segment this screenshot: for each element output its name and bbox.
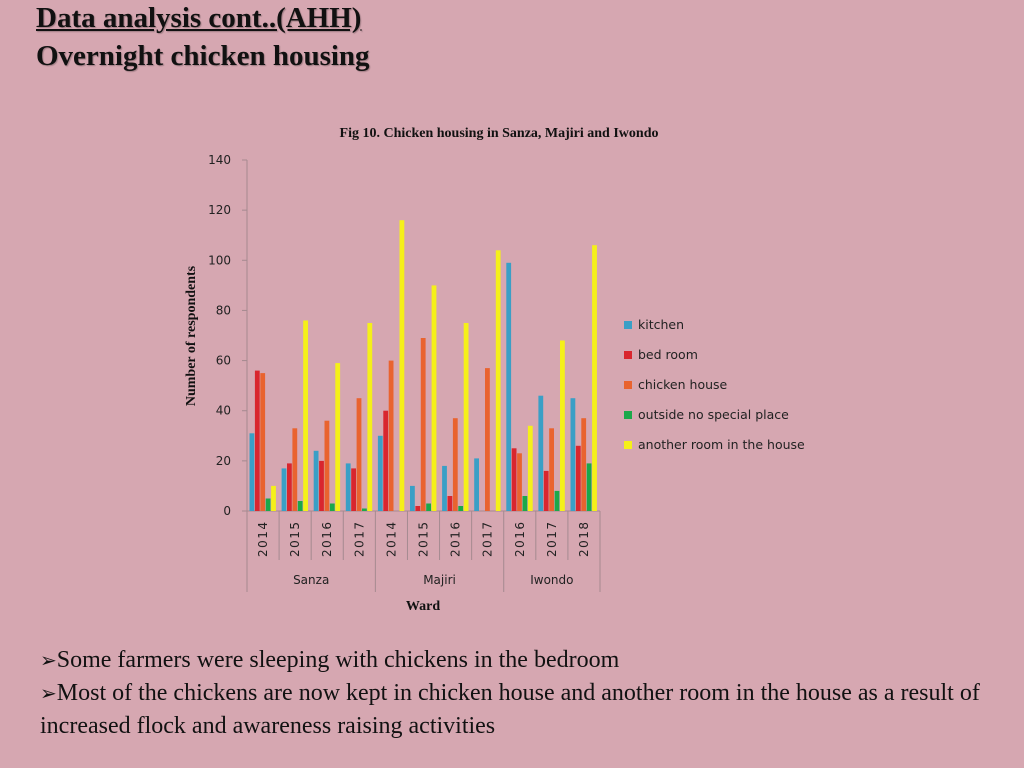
bar <box>442 466 447 511</box>
bar <box>351 468 356 511</box>
y-tick-label: 120 <box>208 203 231 218</box>
bar <box>496 250 501 511</box>
x-tick-label: 2016 <box>448 520 463 557</box>
bar <box>250 433 255 511</box>
x-tick-label: 2014 <box>384 520 399 557</box>
legend-swatch <box>624 441 632 449</box>
bar <box>421 338 426 511</box>
bar <box>389 361 394 511</box>
x-tick-label: 2018 <box>576 520 591 557</box>
bar <box>464 323 469 511</box>
bar <box>330 504 335 512</box>
bullet-text: Some farmers were sleeping with chickens in the bedroom <box>56 647 620 673</box>
x-group-label: Majiri <box>423 573 456 587</box>
bar <box>287 463 292 511</box>
y-tick-label: 20 <box>215 453 231 468</box>
bar <box>335 363 340 511</box>
bar <box>453 418 458 511</box>
bar <box>528 426 533 511</box>
legend-swatch <box>624 351 632 359</box>
legend-label: bed room <box>638 347 698 362</box>
bullet-list <box>40 644 1000 743</box>
bar <box>292 428 297 511</box>
slide-title-line1: Data analysis cont..(AHH) <box>36 2 362 34</box>
bar <box>298 501 303 511</box>
x-tick-label: 2016 <box>512 520 527 557</box>
bar <box>581 418 586 511</box>
y-tick-label: 80 <box>215 303 231 318</box>
y-tick-label: 40 <box>215 403 231 418</box>
bar <box>555 491 560 511</box>
y-tick-label: 0 <box>223 504 231 518</box>
legend-label: chicken house <box>638 377 728 392</box>
y-tick-label: 140 <box>208 153 231 167</box>
x-group-label: Sanza <box>293 573 330 587</box>
bar <box>485 368 490 511</box>
x-tick-label: 2017 <box>544 520 559 557</box>
bar <box>512 448 517 511</box>
bar <box>458 506 463 511</box>
x-tick-label: 2015 <box>416 520 431 557</box>
arrow-bullet-icon: ➢ <box>40 648 57 672</box>
bar <box>303 321 308 512</box>
bar <box>544 471 549 511</box>
x-tick-label: 2017 <box>352 520 367 557</box>
x-axis-label: Ward <box>405 599 441 614</box>
bar <box>367 323 372 511</box>
bar <box>571 398 576 511</box>
bar <box>260 373 265 511</box>
legend-swatch <box>624 411 632 419</box>
bar <box>576 446 581 511</box>
bar <box>587 463 592 511</box>
bar <box>325 421 330 511</box>
x-tick-label: 2014 <box>256 520 271 557</box>
bar <box>592 245 597 511</box>
y-axis-label: Number of respondents <box>184 265 199 407</box>
y-tick-label: 100 <box>208 253 231 268</box>
bullet-item <box>40 677 1000 743</box>
bar <box>448 496 453 511</box>
bar <box>400 220 405 511</box>
bar <box>432 285 437 511</box>
bar <box>383 411 388 511</box>
x-group-label: Iwondo <box>530 573 574 587</box>
legend-label: kitchen <box>638 317 685 332</box>
bar <box>538 396 543 511</box>
bar <box>271 486 276 511</box>
chart-title: Fig 10. Chicken housing in Sanza, Majiri and Iwondo <box>339 126 659 141</box>
bar <box>357 398 362 511</box>
bar <box>560 341 565 512</box>
slide-title-line2: Overnight chicken housing <box>36 40 370 72</box>
bullet-item <box>40 644 1000 677</box>
bar <box>474 458 479 511</box>
x-tick-label: 2017 <box>480 520 495 557</box>
legend-swatch <box>624 321 632 329</box>
legend-label: another room in the house <box>638 437 805 452</box>
bar <box>549 428 554 511</box>
arrow-bullet-icon: ➢ <box>40 681 57 705</box>
x-tick-label: 2015 <box>288 520 303 557</box>
bullet-text: Most of the chickens are now kept in chicken house and another room in the house as a result of increased flock and awareness raising activities <box>40 680 980 739</box>
bar <box>506 263 511 511</box>
bar <box>415 506 420 511</box>
bar <box>282 468 287 511</box>
bar <box>266 499 271 512</box>
y-tick-label: 60 <box>215 353 231 368</box>
bar <box>523 496 528 511</box>
bar <box>517 453 522 511</box>
legend-label: outside no special place <box>638 407 789 422</box>
bar <box>314 451 319 511</box>
bar <box>255 371 260 511</box>
x-tick-label: 2016 <box>320 520 335 557</box>
bar <box>346 463 351 511</box>
bar <box>426 504 431 512</box>
bar <box>319 461 324 511</box>
bar <box>362 509 367 512</box>
legend-swatch <box>624 381 632 389</box>
bar <box>378 436 383 511</box>
bar <box>410 486 415 511</box>
